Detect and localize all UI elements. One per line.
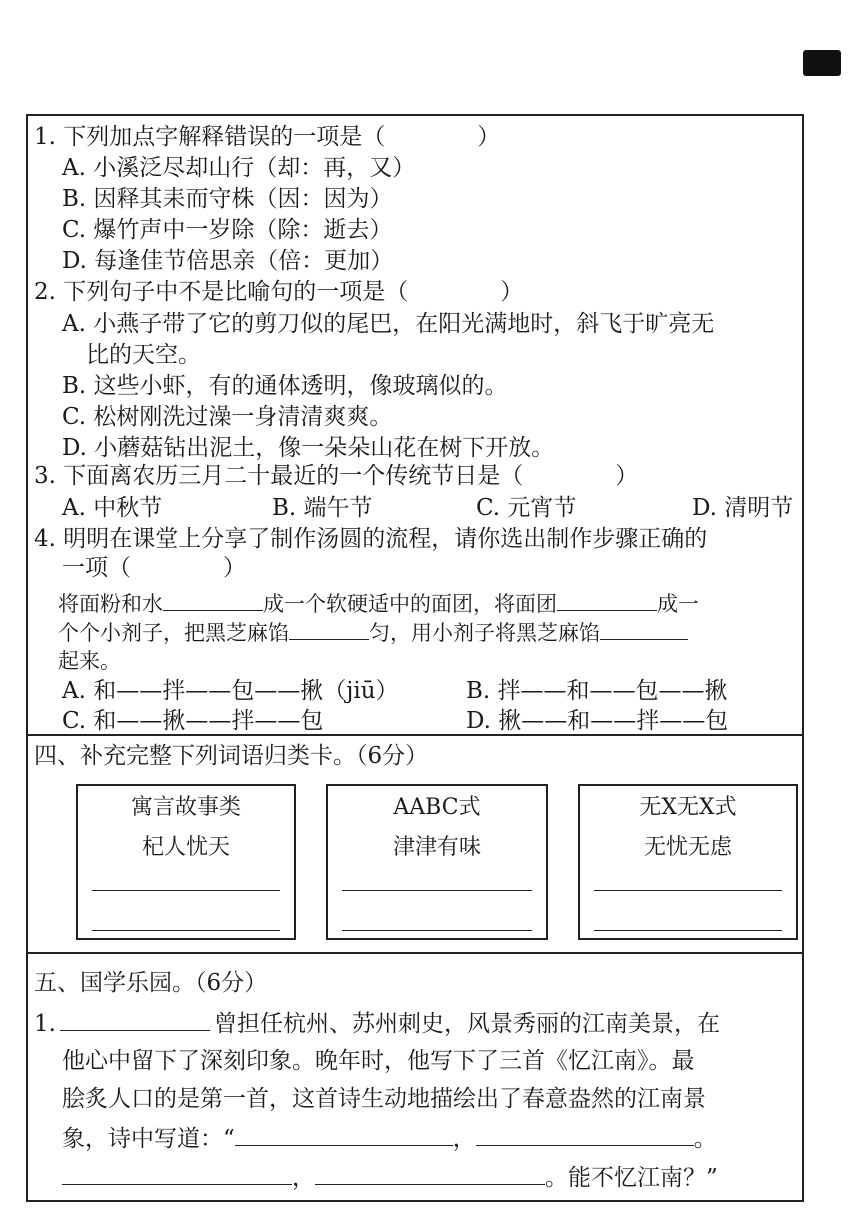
q4-passage-text: 将面粉和水 (58, 592, 163, 616)
q1-option-b: B. 因释其耒而守株（因：因为） (62, 186, 393, 212)
answer-blank[interactable] (235, 1123, 453, 1146)
question-number: 1. (34, 1011, 56, 1037)
corner-printer-mark (803, 50, 841, 76)
q3-option-b: B. 端午节 (272, 495, 373, 521)
section5-text: 曾担任杭州、苏州刺史，风景秀丽的江南美景，在 (213, 1011, 720, 1037)
q4-stem-line1: 4. 明明在课堂上分享了制作汤圆的流程，请你选出制作步骤正确的 (34, 526, 708, 552)
q4-option-a: A. 和——拌——包——揪（jiū） (62, 678, 399, 704)
section5-line3: 脍炙人口的是第一首，这首诗生动地描绘出了春意盎然的江南景 (62, 1086, 706, 1112)
answer-blank[interactable] (163, 588, 263, 611)
q1-option-a: A. 小溪泛尽却山行（却：再，又） (62, 155, 416, 181)
answer-blank[interactable] (557, 588, 657, 611)
q4-passage-text: 个个小剂子，把黑芝麻馅 (58, 621, 289, 645)
section5-text: 。能不忆江南？” (545, 1165, 718, 1191)
q2-option-a: A. 小燕子带了它的剪刀似的尾巴，在阳光满地时，斜飞于旷亮无 (62, 311, 715, 337)
card-example: 杞人忧天 (141, 835, 230, 860)
card-answer-line[interactable] (342, 890, 532, 891)
section5-heading: 五、国学乐园。（6分） (34, 970, 268, 996)
q2-option-d: D. 小蘑菇钻出泥土，像一朵朵山花在树下开放。 (62, 435, 555, 461)
q3-option-a: A. 中秋节 (62, 495, 163, 521)
comma: ， (452, 1126, 476, 1152)
q4-passage-text: 成一个软硬适中的面团，将面团 (263, 592, 557, 616)
section-divider (26, 734, 804, 736)
answer-blank[interactable] (600, 617, 688, 640)
q4-stem-line2: 一项（ ） (62, 555, 246, 581)
card-title: 无X无X式 (639, 795, 737, 820)
q1-option-d: D. 每逢佳节倍思亲（倍：更加） (62, 248, 394, 274)
q2-option-b: B. 这些小虾，有的通体透明，像玻璃似的。 (62, 373, 508, 399)
q4-passage-line1 (58, 588, 699, 619)
word-card-wuxwux (578, 784, 798, 940)
answer-blank[interactable] (289, 617, 369, 640)
q4-passage-line2 (58, 617, 688, 648)
card-answer-line[interactable] (92, 890, 280, 891)
section5-line5 (62, 1162, 718, 1193)
q4-passage-line3: 起来。 (58, 649, 121, 673)
section5-text: 象，诗中写道：“ (62, 1126, 235, 1152)
card-title: 寓言故事类 (130, 795, 241, 820)
card-answer-line[interactable] (92, 930, 280, 931)
section5-line2: 他心中留下了深刻印象。晚年时，他写下了三首《忆江南》。最 (62, 1048, 695, 1074)
card-answer-line[interactable] (342, 930, 532, 931)
word-card-fable (76, 784, 296, 940)
q4-option-c: C. 和——揪——拌——包 (62, 708, 324, 734)
q3-option-d: D. 清明节 (692, 495, 794, 521)
section5-line4 (62, 1123, 717, 1154)
card-title: AABC式 (393, 795, 481, 820)
q1-option-c: C. 爆竹声中一岁除（除：逝去） (62, 217, 393, 243)
q1-stem: 1. 下列加点字解释错误的一项是（ ） (34, 124, 501, 150)
answer-blank[interactable] (60, 1008, 210, 1031)
q4-passage-text: 匀，用小剂子将黑芝麻馅 (369, 621, 600, 645)
q2-option-c: C. 松树刚洗过澡一身清清爽爽。 (62, 404, 393, 430)
answer-blank[interactable] (315, 1162, 545, 1185)
word-card-aabc (326, 784, 548, 940)
answer-blank[interactable] (62, 1162, 292, 1185)
q4-option-b: B. 拌——和——包——揪 (466, 678, 728, 704)
answer-blank[interactable] (476, 1123, 694, 1146)
section5-line1 (34, 1008, 720, 1039)
card-answer-line[interactable] (594, 930, 782, 931)
period: 。 (693, 1126, 717, 1152)
section-divider (26, 952, 804, 954)
q3-stem: 3. 下面离农历三月二十最近的一个传统节日是（ ） (34, 463, 639, 489)
card-example: 津津有味 (392, 835, 481, 860)
q4-option-d: D. 揪——和——拌——包 (466, 708, 729, 734)
card-example: 无忧无虑 (643, 835, 732, 860)
q2-option-a-cont: 比的天空。 (86, 342, 201, 368)
q2-stem: 2. 下列句子中不是比喻句的一项是（ ） (34, 279, 524, 305)
q4-passage-text: 成一 (657, 592, 699, 616)
comma: ， (292, 1165, 315, 1191)
section4-heading: 四、补充完整下列词语归类卡。（6分） (34, 743, 429, 769)
card-answer-line[interactable] (594, 890, 782, 891)
q3-option-c: C. 元宵节 (476, 495, 577, 521)
